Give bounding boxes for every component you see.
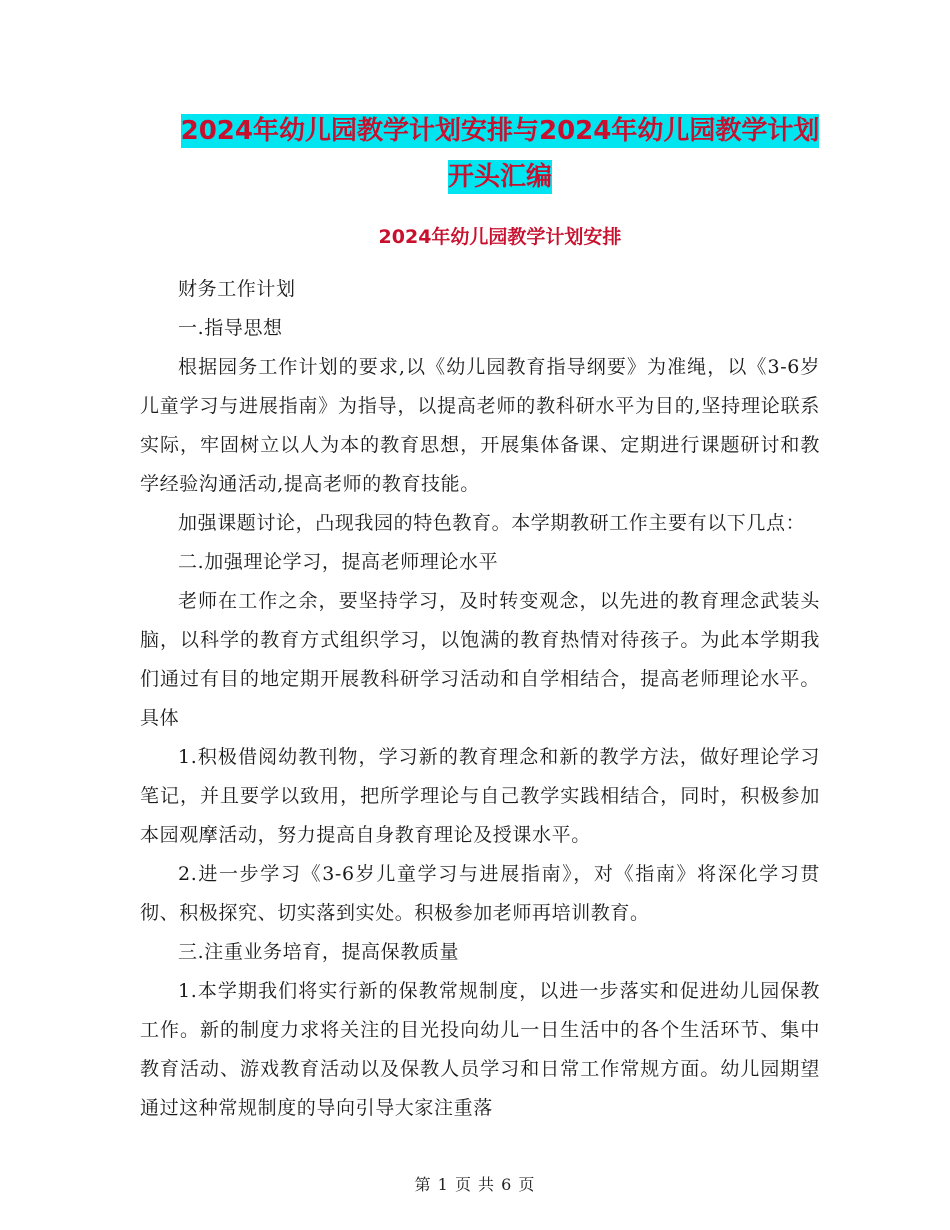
paragraph: 老师在工作之余，要坚持学习，及时转变观念，以先进的教育理念武装头脑，以科学的教育方式组织学习，以饱满的教育热情对待孩子。为此本学期我们通过有目的地定期开展教科研学习活动和自学相结合，提高老师理论水平。具体 — [140, 590, 820, 729]
heading-theory-study: 二.加强理论学习，提高老师理论水平 — [178, 551, 499, 573]
paragraph-plan-label: 财务工作计划 — [178, 278, 296, 300]
heading-guiding-ideology: 一.指导思想 — [178, 317, 283, 339]
section-title: 2024年幼儿园教学计划安排 — [378, 226, 622, 248]
document-body — [140, 270, 820, 1128]
document-title — [140, 108, 860, 200]
page-footer: 第 1 页 共 6 页 — [414, 1175, 536, 1194]
document-title-line-1: 2024年幼儿园教学计划安排与2024年幼儿园教学计划 — [180, 116, 820, 146]
paragraph: 2.进一步学习《3-6岁儿童学习与进展指南》，对《指南》将深化学习贯彻、积极探究、切实落到实处。积极参加老师再培训教育。 — [140, 863, 820, 924]
paragraph: 1.本学期我们将实行新的保教常规制度，以进一步落实和促进幼儿园保教工作。新的制度力求将关注的目光投向幼儿一日生活中的各个生活环节、集中教育活动、游戏教育活动以及保教人员学习和日常工作常规方面。幼儿园期望通过这种常规制度的导向引导大家注重落 — [140, 980, 820, 1119]
paragraph: 加强课题讨论，凸现我园的特色教育。本学期教研工作主要有以下几点： — [178, 512, 806, 534]
heading-professional-training: 三.注重业务培育，提高保教质量 — [178, 941, 460, 963]
document-title-line-2: 开头汇编 — [447, 162, 552, 192]
paragraph: 1.积极借阅幼教刊物，学习新的教育理念和新的教学方法，做好理论学习笔记，并且要学以致用，把所学理论与自己教学实践相结合，同时，积极参加本园观摩活动，努力提高自身教育理论及授课水平。 — [140, 746, 820, 846]
paragraph: 根据园务工作计划的要求,以《幼儿园教育指导纲要》为准绳，以《3-6岁儿童学习与进展指南》为指导，以提高老师的教科研水平为目的,坚持理论联系实际，牢固树立以人为本的教育思想，开展集体备课、定期进行课题研讨和教学经验沟通活动,提高老师的教育技能。 — [140, 356, 820, 495]
